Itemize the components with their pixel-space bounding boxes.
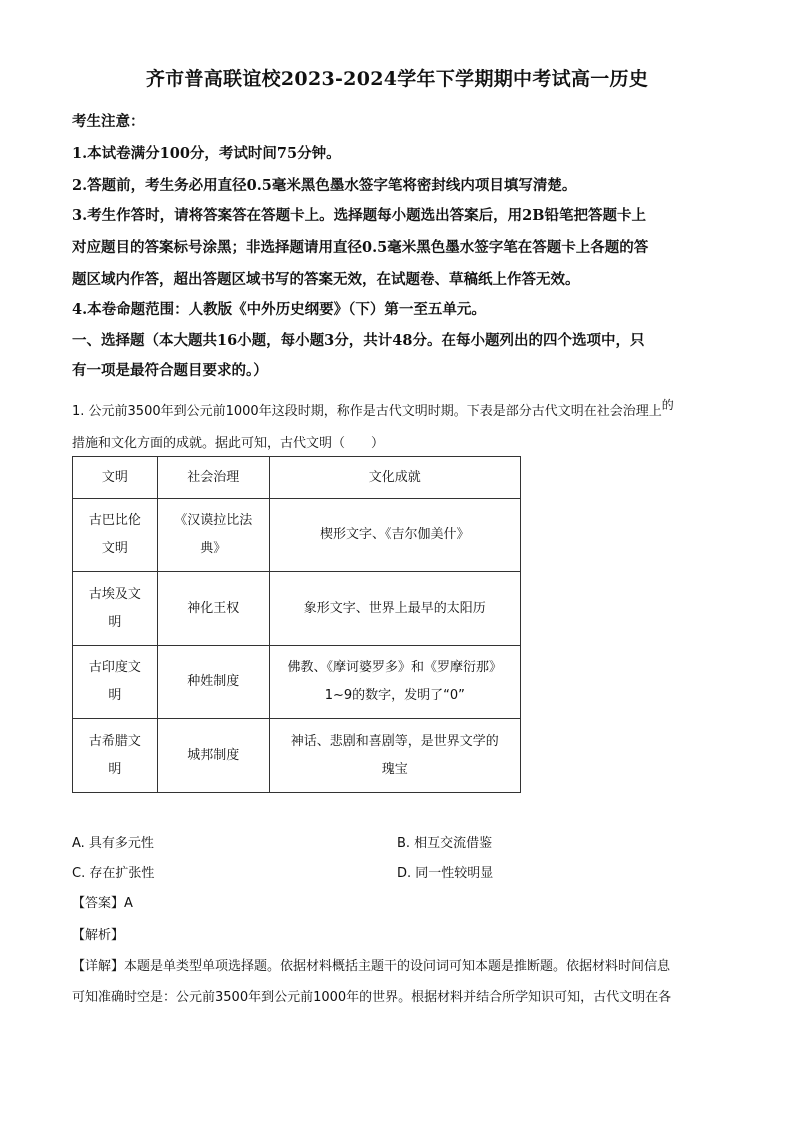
header-governance: 社会治理 [157,457,269,499]
cell-culture: 象形文字、世界上最早的太阳历 [269,572,520,646]
cell-civilization: 古希腊文 明 [73,719,158,793]
table-row [73,499,521,572]
cell-governance: 神化王权 [157,572,269,646]
question-1-stem-line-1 [72,400,674,419]
option-a: A. 具有多元性 [72,836,154,851]
detail-line-1: 【详解】本题是单类型单项选择题。依据材料概括主题干的设问词可知本题是推断题。依据材料时间信息 [72,959,671,974]
civilization-table [72,456,521,793]
question-1-stem-line-2: 措施和文化方面的成就。据此可知，古代文明（ ） [72,436,385,451]
cell-civilization: 古印度文 明 [73,646,158,719]
exam-title: 齐市普高联谊校2023-2024学年下学期期中考试高一历史 [145,68,649,90]
notice-item-2: 2.答题前，考生务必用直径0.5毫米黑色墨水签字笔将密封线内项目填写清楚。 [72,177,577,194]
notice-heading: 考生注意： [72,113,145,130]
section-heading-line-2: 有一项是最符合题目要求的。） [72,362,268,379]
cell-governance: 《汉谟拉比法 典》 [157,499,269,572]
option-d: D. 同一性较明显 [397,866,494,881]
notice-item-4: 4.本卷命题范围：人教版《中外历史纲要》（下）第一至五单元。 [72,301,486,318]
section-heading-line-1: 一、选择题（本大题共16小题，每小题3分，共计48分。在每小题列出的四个选项中，只 [72,332,645,349]
analysis-heading: 【解析】 [72,928,125,943]
table-row [73,646,521,719]
cell-civilization: 古埃及文 明 [73,572,158,646]
cell-culture: 神话、悲剧和喜剧等，是世界文学的 瑰宝 [269,719,520,793]
cell-governance: 城邦制度 [157,719,269,793]
table-header-row [73,457,521,499]
notice-item-3-line-2: 对应题目的答案标号涂黑；非选择题请用直径0.5毫米黑色墨水签字笔在答题卡上各题的答 [72,239,649,256]
notice-item-1: 1.本试卷满分100分，考试时间75分钟。 [72,145,341,162]
cell-culture: 楔形文字、《吉尔伽美什》 [269,499,520,572]
option-b: B. 相互交流借鉴 [397,836,493,851]
notice-item-3-line-3: 题区域内作答，超出答题区域书写的答案无效，在试题卷、草稿纸上作答无效。 [72,271,580,288]
header-culture: 文化成就 [269,457,520,499]
question-1-stem-tail: 的 [661,398,674,412]
detail-line-2: 可知准确时空是：公元前3500年到公元前1000年的世界。根据材料并结合所学知识可知，古代文明在各 [72,990,672,1005]
cell-culture: 佛教、《摩诃婆罗多》和《罗摩衍那》 1~9的数字，发明了“0” [269,646,520,719]
notice-item-3-line-1: 3.考生作答时，请将答案答在答题卡上。选择题每小题选出答案后，用2B铅笔把答题卡上 [72,207,646,224]
table-row [73,572,521,646]
header-civilization: 文明 [73,457,158,499]
option-c: C. 存在扩张性 [72,866,155,881]
question-1-stem-text: 1. 公元前3500年到公元前1000年这段时期，称作是古代文明时期。下表是部分古代文明在社会治理上 [72,404,662,419]
table-row [73,719,521,793]
answer-line: 【答案】A [72,896,133,911]
cell-civilization: 古巴比伦 文明 [73,499,158,572]
cell-governance: 种姓制度 [157,646,269,719]
